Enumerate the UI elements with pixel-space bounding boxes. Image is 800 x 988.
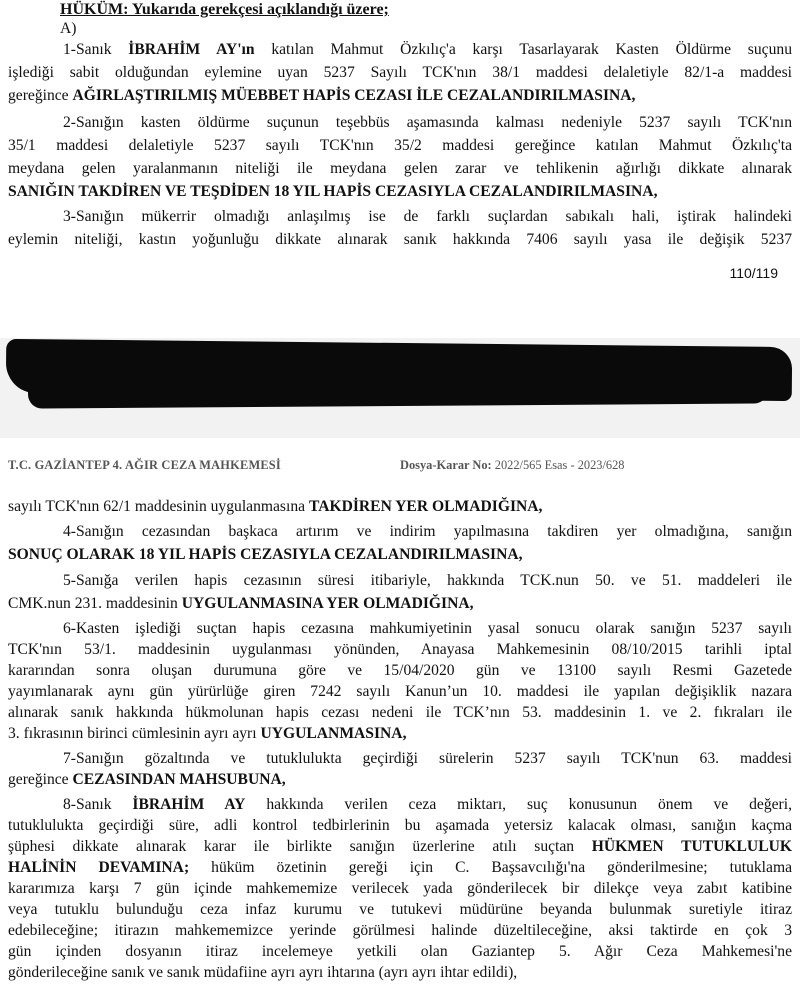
paragraph-5-line-2: CMK.nun 231. maddesinin UYGULANMASINA YER OLMADIĞINA, <box>8 595 474 612</box>
paragraph-2-line-3: meydana gelen yaralanmanın niteliği ile meydana gelen zarar ve tehlikenin ağırlığı dikkate alınarak <box>8 160 792 177</box>
paragraph-8-line-5: kararımıza karşı 7 gün içinde mahkememize verilecek yada gönderilecek bir dilekçe veya zabıt katibine <box>8 880 792 897</box>
paragraph-6-line-3: kararından sonra oluşan durumuna göre ve 15/04/2020 gün ve 13100 sayılı Resmi Gazetede <box>8 662 792 679</box>
paragraph-4-line-1: 4-Sanığın cezasından başkaca artırım ve indirim yapılmasına takdiren yer olmadığına, sanığın <box>63 523 792 540</box>
paragraph-8-line-9: gönderileceğine sanık ve sanık müdafiine ayrı ayrı ihtarına (ayrı ayrı ihtar edildi), <box>8 964 518 981</box>
paragraph-3-line-1: 3-Sanığın mükerrir olmadığı anlaşılmış ise de farklı suçlardan sabıkalı hali, iştirak halindeki <box>63 208 792 225</box>
paragraph-8-line-4: HALİNİN DEVAMINA; hüküm özetinin gereği için C. Başsavcılığı'na gönderilmesine; tutuklama <box>8 859 792 876</box>
paragraph-4-line-2: SONUÇ OLARAK 18 YIL HAPİS CEZASIYLA CEZALANDIRILMASINA, <box>8 546 523 563</box>
paragraph-8-line-7: edebileceğine; itirazın mahkememizce yerinde görülmesi halinde düzeltileceğine, aksi taktirde en çok 3 <box>8 922 792 939</box>
redaction-bar-lower <box>28 367 768 408</box>
paragraph-6-line-2: TCK'nın 53/1. maddesinin uygulanması yönünden, Anayasa Mahkemesinin 08/10/2015 tarihli iptal <box>8 641 792 658</box>
paragraph-8-line-6: veya tutuklu bulunduğu ceza infaz kurumu ve tutukevi müdürüne beyanda bulunmak suretiyle itiraz <box>8 901 792 918</box>
section-a-label: A) <box>60 20 77 37</box>
paragraph-8-line-8: gün içinden dosyanın itiraz incelemeye yetkili olan Gaziantep 5. Ağır Ceza Mahkemesi'ne <box>8 943 792 960</box>
paragraph-6-line-4: yayımlanarak aynı gün yürürlüğe giren 7242 sayılı Kanun’un 10. maddesi ile yapılan değişiklik nazara <box>8 683 792 700</box>
paragraph-7-line-2: gereğince CEZASINDAN MAHSUBUNA, <box>8 771 286 788</box>
page-number: 110/119 <box>729 265 778 281</box>
paragraph-2-line-4: SANIĞIN TAKDİREN VE TEŞDİDEN 18 YIL HAPİS CEZASIYLA CEZALANDIRILMASINA, <box>8 183 658 200</box>
verdict-heading: HÜKÜM: Yukarıda gerekçesi açıklandığı üzere; <box>60 1 389 18</box>
document-page-110 <box>0 0 800 338</box>
case-number: Dosya-Karar No: 2022/565 Esas - 2023/628 <box>400 458 625 472</box>
paragraph-8-line-2: tutuklulukta geçirdiği süre, adli kontrol tedbirlerinin bu aşamada yetersiz kalacak olması, sanığın kaçma <box>8 817 792 834</box>
court-name: T.C. GAZİANTEP 4. AĞIR CEZA MAHKEMESİ <box>8 458 281 472</box>
paragraph-1-line-1: 1-Sanık İBRAHİM AY'ın katılan Mahmut Özkılıç'a karşı Tasarlayarak Kasten Öldürme suçunu <box>63 41 792 58</box>
paragraph-2-line-1: 2-Sanığın kasten öldürme suçunun teşebbüs aşamasında kalması nedeniyle 5237 sayılı TCK'nın <box>63 114 792 131</box>
paragraph-5-line-1: 5-Sanığa verilen hapis cezasının süresi itibariyle, hakkında TCK.nun 50. ve 51. maddeleri ile <box>63 572 792 589</box>
paragraph-1-line-3: gereğince AĞIRLAŞTIRILMIŞ MÜEBBET HAPİS CEZASI İLE CEZALANDIRILMASINA, <box>8 87 636 104</box>
paragraph-6-line-5: alınarak sanık hakkında hükmolunan hapis cezası nedeni ile TCK’nın 53. maddesinin 1. ve 2. fıkraları ile <box>8 704 792 721</box>
paragraph-8-line-3: şüphesi dikkate alınarak karar ile birlikte sanığın üzerlerine atılı suçtan HÜKMEN TUTUKLULUK <box>8 838 792 855</box>
paragraph-8-line-1: 8-Sanık İBRAHİM AY hakkında verilen ceza miktarı, suç konusunun önem ve değeri, <box>63 796 792 813</box>
paragraph-3-line-2: eylemin niteliği, kastın yoğunluğu dikkate alınarak sanık hakkında 7406 sayılı yasa ile değişik 5237 <box>8 231 792 248</box>
continuation-line: sayılı TCK'nın 62/1 maddesinin uygulanmasına TAKDİREN YER OLMADIĞINA, <box>8 498 543 515</box>
paragraph-7-line-1: 7-Sanığın gözaltında ve tutuklulukta geçirdiği sürelerin 5237 sayılı TCK'nun 63. maddesi <box>63 750 792 767</box>
paragraph-6-line-1: 6-Kasten işlediği suçtan hapis cezasına mahkumiyetinin yasal sonucu olarak sanığın 5237 sayılı <box>63 620 792 637</box>
paragraph-1-line-2: işlediği sabit olduğundan eylemine uyan 5237 Sayılı TCK'nın 38/1 maddesi delaletiyle 82/1-a maddesi <box>8 64 792 81</box>
paragraph-6-line-6: 3. fıkrasının birinci cümlesinin ayrı ayrı UYGULANMASINA, <box>8 725 407 742</box>
paragraph-2-line-2: 35/1 maddesi delaletiyle 5237 sayılı TCK'nın 35/2 maddesi gereğince katılan Mahmut Özkılıç'ta <box>8 137 792 154</box>
